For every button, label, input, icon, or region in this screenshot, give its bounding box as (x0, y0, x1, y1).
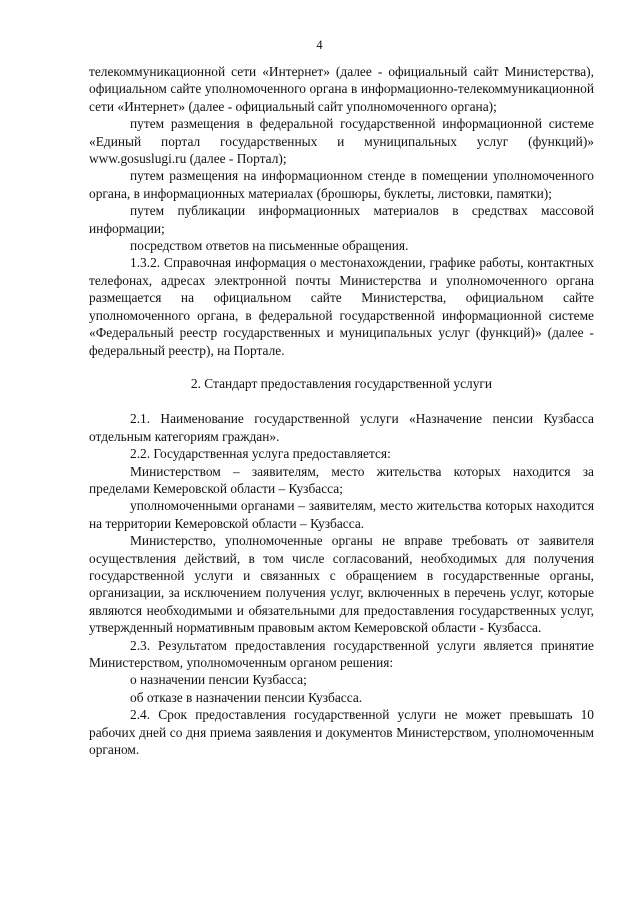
paragraph: 2.3. Результатом предоставления государственной услуги является принятие Министерством, уполномоченным органом решения: (89, 637, 594, 670)
paragraph: посредством ответов на письменные обращения. (130, 238, 409, 254)
paragraph: Министерство, уполномоченные органы не вправе требовать от заявителя осуществления действий, в том числе согласований, необходимых для получения государственной услуги и связанных с обращением в государственные органы, организации, за исключением получения услуг, включенных в перечень услуг, которые являются необходимыми и обязательными для предоставления государственных услуг, утвержденный нормативным правовым актом Кемеровской области - Кузбасса. (89, 533, 594, 636)
paragraph: путем размещения в федеральной государственной информационной системе «Единый портал государственных и муниципальных услуг (функций)» www.gosuslugi.ru (далее - Портал); (89, 116, 594, 167)
paragraph: 2.4. Срок предоставления государственной услуги не может превышать 10 рабочих дней со дня приема заявления и документов Министерством, уполномоченным органом. (89, 707, 594, 758)
paragraph: телекоммуникационной сети «Интернет» (далее - официальный сайт Министерства), официальном сайте уполномоченного органа в информационно-телекоммуникационной сети «Интернет» (далее - официальный сайт уполномоченного органа); (89, 64, 594, 114)
paragraph: 2.2. Государственная услуга предоставляется: (130, 446, 391, 462)
paragraph: путем размещения на информационном стенде в помещении уполномоченного органа, в информационных материалах (брошюры, буклеты, листовки, памятки); (89, 168, 594, 201)
paragraph: уполномоченными органами – заявителям, место жительства которых находится на территории Кемеровской области – Кузбасса. (89, 498, 594, 531)
paragraph: 1.3.2. Справочная информация о местонахождении, графике работы, контактных телефонах, адресах электронной почты Министерства и уполномоченного органа размещается на официальном сайте Министерства, официальном сайте уполномоченного органа, в федеральной государственной информационной системе «Федеральный реестр государственных и муниципальных услуг (функций)» (далее - федеральный реестр), на Портале. (89, 255, 594, 358)
paragraph: Министерством – заявителям, место жительства которых находится за пределами Кемеровской области – Кузбасса; (89, 463, 594, 496)
paragraph: об отказе в назначении пенсии Кузбасса. (130, 689, 363, 705)
section-heading: 2. Стандарт предоставления государственной услуги (190, 375, 493, 391)
paragraph: 2.1. Наименование государственной услуги «Назначение пенсии Кузбасса отдельным категориям граждан». (89, 411, 594, 444)
paragraphs-before-heading (89, 63, 594, 359)
page-number: 4 (316, 38, 323, 52)
document-body (89, 63, 594, 758)
paragraph: путем публикации информационных материалов в средствах массовой информации; (89, 203, 594, 236)
paragraph: о назначении пенсии Кузбасса; (130, 672, 307, 688)
paragraphs-after-heading (89, 410, 594, 758)
